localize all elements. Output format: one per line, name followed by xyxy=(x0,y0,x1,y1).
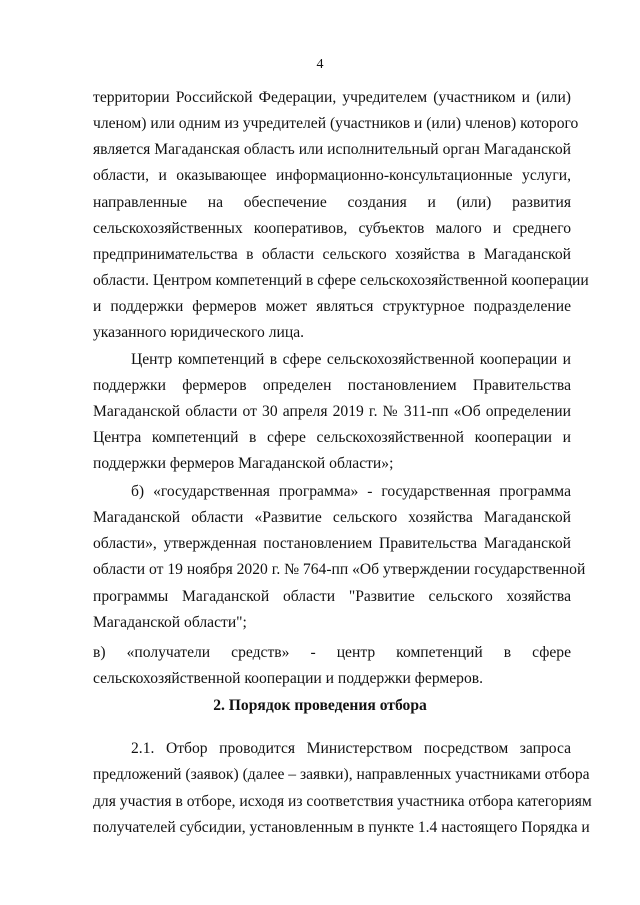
text-line: 2.1. Отбор проводится Министерством посредством запроса xyxy=(131,740,571,757)
text-line: области, и оказывающее информационно-консультационные услуги, xyxy=(93,167,571,184)
text-line: для участия в отборе, исходя из соответствия участника отбора категориям xyxy=(93,793,592,810)
text-line: членом) или одним из учредителей (участников и (или) членов) которого xyxy=(93,115,579,132)
section-heading: 2. Порядок проведения отбора xyxy=(213,697,427,714)
text-line: Центр компетенций в сфере сельскохозяйственной кооперации и xyxy=(131,351,571,368)
text-line: области. Центром компетенций в сфере сельскохозяйственной кооперации xyxy=(93,272,589,289)
text-line: Магаданской области «Развитие сельского хозяйства Магаданской xyxy=(93,509,571,526)
text-line: территории Российской Федерации, учредителем (участником и (или) xyxy=(93,89,571,106)
text-line: области от 19 ноября 2020 г. № 764-пп «Об утверждении государственной xyxy=(93,561,586,578)
text-line: в) «получатели средств» - центр компетенций в сфере xyxy=(93,644,571,661)
text-line: направленные на обеспечение создания и (или) развития xyxy=(93,194,571,211)
text-line: Центра компетенций в сфере сельскохозяйственной кооперации и xyxy=(93,429,571,446)
text-line: указанного юридического лица. xyxy=(93,324,305,341)
text-line: Магаданской области"; xyxy=(93,614,247,631)
text-line: сельскохозяйственных кооперативов, субъектов малого и среднего xyxy=(93,220,571,237)
text-line: предложений (заявок) (далее – заявки), направленных участниками отбора xyxy=(93,766,590,783)
page-number: 4 xyxy=(316,57,324,72)
text-line: предпринимательства в области сельского хозяйства в Магаданской xyxy=(93,246,571,263)
text-line: поддержки фермеров Магаданской области»; xyxy=(93,455,394,472)
text-line: Магаданской области от 30 апреля 2019 г. № 311-пп «Об определении xyxy=(93,403,571,420)
text-line: получателей субсидии, установленным в пункте 1.4 настоящего Порядка и xyxy=(93,819,590,836)
text-line: является Магаданская область или исполнительный орган Магаданской xyxy=(93,141,571,158)
text-line: программы Магаданской области "Развитие сельского хозяйства xyxy=(93,588,571,605)
text-line: поддержки фермеров определен постановлением Правительства xyxy=(93,377,571,394)
text-line: области», утвержденная постановлением Правительства Магаданской xyxy=(93,535,571,552)
text-line: сельскохозяйственной кооперации и поддержки фермеров. xyxy=(93,670,484,687)
text-line: и поддержки фермеров может являться структурное подразделение xyxy=(93,298,571,315)
text-line: б) «государственная программа» - государственная программа xyxy=(131,483,571,500)
